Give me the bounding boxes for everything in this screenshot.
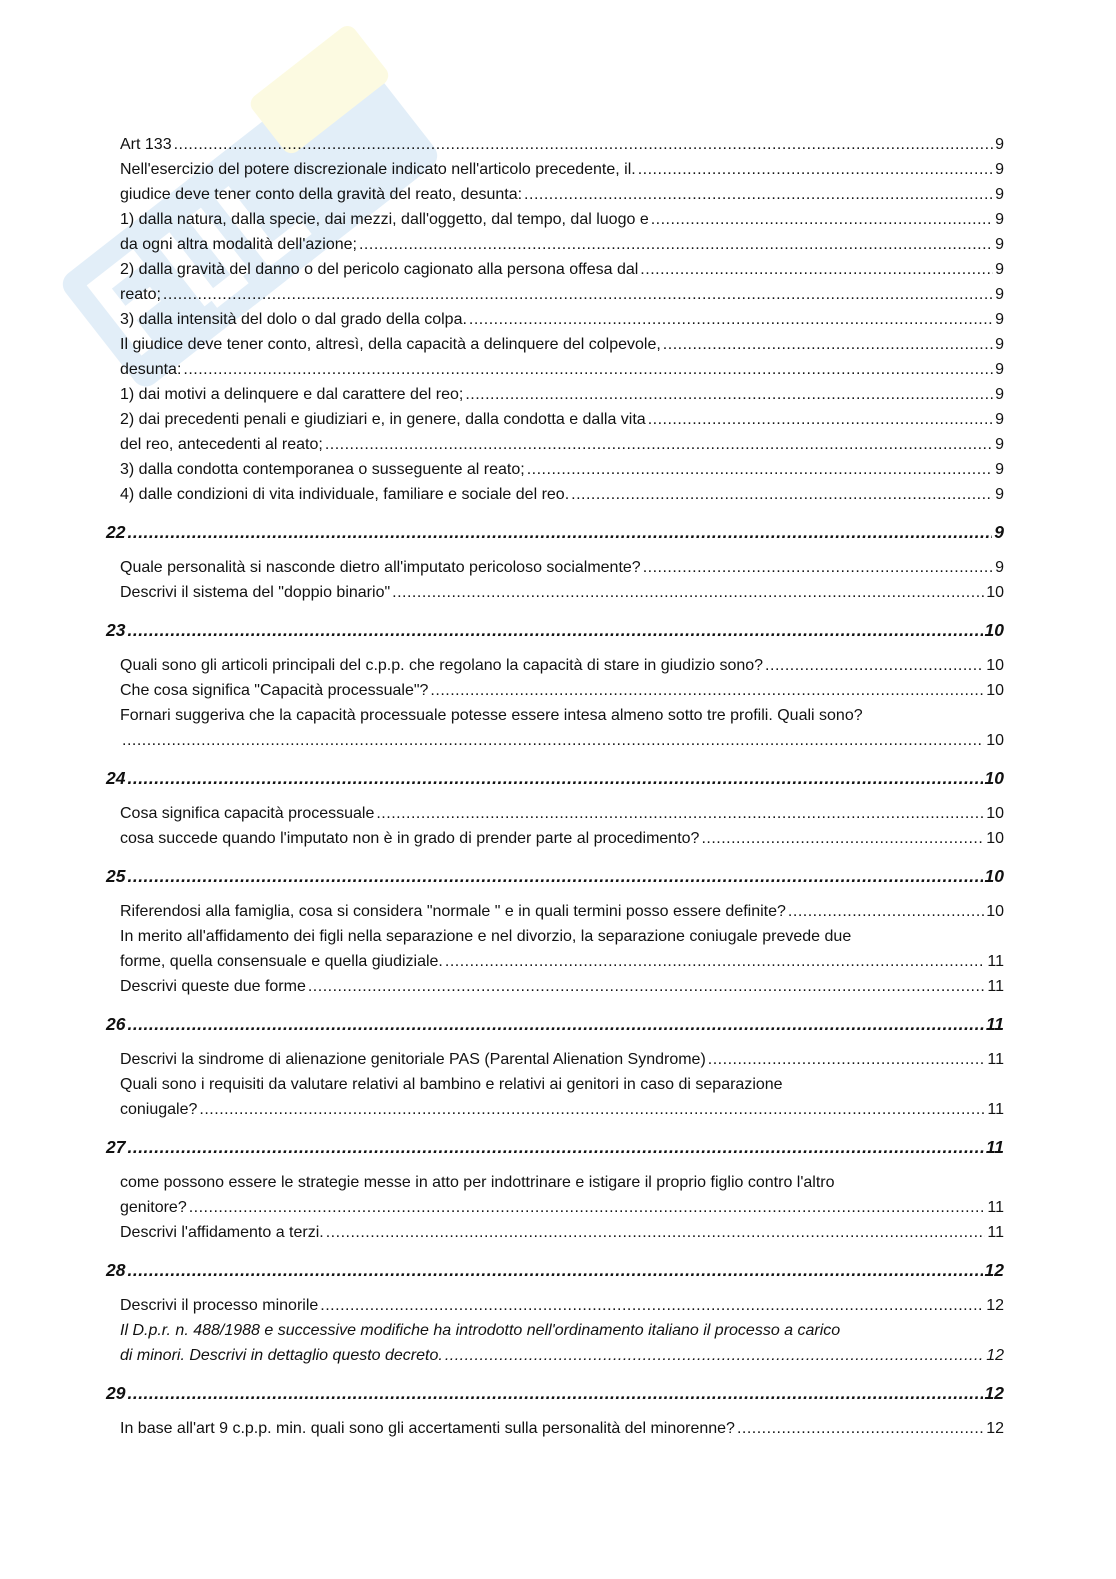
toc-section-heading[interactable] [106, 863, 1004, 889]
toc-entry-label: Descrivi l'affidamento a terzi. [120, 1224, 324, 1241]
toc-page-number: 11 [987, 1199, 1004, 1216]
toc-leader-dots [430, 678, 984, 703]
toc-page-number: 9 [994, 522, 1004, 542]
toc-section-heading[interactable] [106, 1380, 1004, 1406]
toc-page-number: 9 [995, 386, 1004, 403]
toc-entry-label: 25 [106, 866, 126, 886]
toc-entry[interactable] [106, 482, 1004, 507]
toc-entry-label: 1) dalla natura, dalla specie, dai mezzi, dall'oggetto, dal tempo, dal luogo e [120, 211, 649, 228]
toc-entry[interactable] [106, 1195, 1004, 1220]
toc-entry-text: come possono essere le strategie messe in atto per indottrinare e istigare il proprio figlio contro l'altro [120, 1174, 835, 1191]
table-of-contents [106, 132, 1004, 1441]
toc-section-heading[interactable] [106, 765, 1004, 791]
toc-page-number: 10 [986, 657, 1004, 674]
toc-page-number: 12 [986, 1297, 1004, 1314]
toc-entry[interactable] [106, 407, 1004, 432]
toc-page-number: 10 [986, 805, 1004, 822]
toc-leader-dots [524, 182, 993, 207]
toc-page-number: 9 [995, 161, 1004, 178]
toc-entry[interactable] [106, 357, 1004, 382]
toc-leader-dots [183, 357, 993, 382]
toc-entry-label: Descrivi il sistema del "doppio binario" [120, 584, 391, 601]
toc-leader-dots [308, 974, 986, 999]
toc-leader-dots [640, 257, 993, 282]
toc-entry[interactable] [106, 182, 1004, 207]
toc-entry[interactable] [106, 307, 1004, 332]
toc-page-number: 10 [986, 584, 1004, 601]
toc-leader-dots [651, 207, 993, 232]
toc-page-number: 9 [995, 236, 1004, 253]
toc-entry-text: Fornari suggeriva che la capacità processuale potesse essere intesa almeno sotto tre profili. Quali sono? [120, 707, 863, 724]
toc-leader-dots [643, 555, 993, 580]
toc-leader-dots [765, 653, 984, 678]
toc-entry-label: In base all'art 9 c.p.p. min. quali sono gli accertamenti sulla personalità del minorenne? [120, 1420, 735, 1437]
toc-leader-dots [127, 617, 982, 643]
toc-leader-dots [392, 580, 984, 605]
toc-page-number: 10 [986, 903, 1004, 920]
toc-leader-dots [445, 949, 986, 974]
toc-page-number: 12 [984, 1260, 1004, 1280]
toc-leader-dots [127, 1134, 983, 1160]
toc-leader-dots [445, 1343, 984, 1368]
toc-page-number: 12 [986, 1347, 1004, 1364]
toc-entry[interactable] [106, 580, 1004, 605]
toc-page-number: 9 [995, 461, 1004, 478]
toc-entry-label: 24 [106, 768, 126, 788]
toc-leader-dots [326, 1220, 986, 1245]
toc-entry-label: da ogni altra modalità dell'azione; [120, 236, 357, 253]
toc-entry[interactable] [106, 207, 1004, 232]
toc-section-heading[interactable] [106, 1257, 1004, 1283]
toc-entry-label: forme, quella consensuale e quella giudiziale. [120, 953, 443, 970]
toc-entry-label: Che cosa significa "Capacità processuale"? [120, 682, 429, 699]
toc-leader-dots [465, 382, 993, 407]
toc-entry-label: 29 [106, 1383, 126, 1403]
toc-entry[interactable] [106, 974, 1004, 999]
toc-page-number: 10 [984, 866, 1004, 886]
toc-page-number: 11 [985, 1137, 1004, 1157]
toc-entry[interactable] [106, 432, 1004, 457]
toc-leader-dots [469, 307, 993, 332]
toc-entry-label: cosa succede quando l'imputato non è in grado di prender parte al procedimento? [120, 830, 700, 847]
toc-entry-label: 2) dalla gravità del danno o del pericolo cagionato alla persona offesa dal [120, 261, 639, 278]
toc-entry[interactable] [106, 332, 1004, 357]
toc-section-heading[interactable] [106, 1011, 1004, 1037]
toc-leader-dots [122, 728, 984, 753]
toc-entry-text: Quali sono i requisiti da valutare relativi al bambino e relativi ai genitori in caso di separazione [120, 1076, 783, 1093]
toc-entry[interactable] [106, 382, 1004, 407]
toc-entry-text: In merito all'affidamento dei figli nella separazione e nel divorzio, la separazione coniugale prevede due [120, 928, 852, 945]
toc-page-number: 11 [987, 1224, 1004, 1241]
toc-page-number: 9 [995, 261, 1004, 278]
toc-leader-dots [527, 457, 993, 482]
toc-page-number: 9 [995, 411, 1004, 428]
toc-entry-text: Il D.p.r. n. 488/1988 e successive modifiche ha introdotto nell'ordinamento italiano il processo a carico [120, 1322, 841, 1339]
toc-entry-label: Riferendosi alla famiglia, cosa si considera "normale " e in quali termini posso essere definite? [120, 903, 786, 920]
toc-entry[interactable] [106, 801, 1004, 826]
toc-page-number: 10 [986, 830, 1004, 847]
toc-leader-dots [325, 432, 993, 457]
toc-leader-dots [199, 1097, 985, 1122]
toc-entry[interactable] [106, 232, 1004, 257]
toc-page-number: 11 [985, 1014, 1004, 1034]
toc-entry-label: genitore? [120, 1199, 187, 1216]
toc-leader-dots [127, 1011, 983, 1037]
toc-leader-dots [648, 407, 993, 432]
toc-entry-label: Art 133 [120, 136, 172, 153]
toc-entry[interactable] [106, 1220, 1004, 1245]
toc-page-number: 9 [995, 136, 1004, 153]
toc-entry-label: 4) dalle condizioni di vita individuale, familiare e sociale del reo. [120, 486, 570, 503]
toc-entry[interactable] [106, 282, 1004, 307]
toc-entry-label: Descrivi queste due forme [120, 978, 306, 995]
toc-page-number: 10 [984, 768, 1004, 788]
toc-entry-label: 22 [106, 522, 126, 542]
toc-page-number: 9 [995, 361, 1004, 378]
toc-leader-dots [638, 157, 993, 182]
toc-entry[interactable] [106, 257, 1004, 282]
toc-entry-label: Nell'esercizio del potere discrezionale indicato nell'articolo precedente, il. [120, 161, 636, 178]
toc-entry-label: Descrivi la sindrome di alienazione genitoriale PAS (Parental Alienation Syndrome) [120, 1051, 706, 1068]
toc-leader-dots [174, 132, 994, 157]
toc-leader-dots [376, 801, 984, 826]
toc-leader-dots [127, 765, 982, 791]
toc-section-heading[interactable] [106, 519, 1004, 545]
toc-entry[interactable] [106, 826, 1004, 851]
toc-entry[interactable] [106, 555, 1004, 580]
toc-entry-label: del reo, antecedenti al reato; [120, 436, 323, 453]
toc-entry-label: 3) dalla condotta contemporanea o susseguente al reato; [120, 461, 525, 478]
toc-entry[interactable] [106, 457, 1004, 482]
toc-page-number: 9 [995, 186, 1004, 203]
toc-page-number: 11 [987, 978, 1004, 995]
toc-section-heading[interactable] [106, 617, 1004, 643]
toc-entry-label: 3) dalla intensità del dolo o dal grado della colpa. [120, 311, 467, 328]
toc-leader-dots [663, 332, 993, 357]
toc-entry-label: 23 [106, 620, 126, 640]
toc-entry[interactable] [106, 1293, 1004, 1318]
toc-page-number: 11 [987, 1101, 1004, 1118]
toc-page-number: 9 [995, 311, 1004, 328]
toc-entry-label: Cosa significa capacità processuale [120, 805, 375, 822]
toc-entry[interactable] [106, 949, 1004, 974]
toc-page-number: 12 [986, 1420, 1004, 1437]
toc-leader-dots [359, 232, 993, 257]
toc-entry[interactable] [106, 1343, 1004, 1368]
toc-page-number: 9 [995, 336, 1004, 353]
toc-entry[interactable] [106, 899, 1004, 924]
toc-entry-label: Il giudice deve tener conto, altresì, della capacità a delinquere del colpevole, [120, 336, 661, 353]
toc-leader-dots [127, 863, 982, 889]
toc-entry[interactable] [106, 653, 1004, 678]
toc-page-number: 10 [984, 620, 1004, 640]
toc-page-number: 11 [987, 1051, 1004, 1068]
toc-page-number: 10 [986, 682, 1004, 699]
toc-entry[interactable] [106, 1047, 1004, 1072]
toc-leader-dots [571, 482, 993, 507]
toc-entry-label: reato; [120, 286, 161, 303]
toc-leader-dots [127, 519, 992, 545]
toc-entry[interactable] [106, 1097, 1004, 1122]
toc-page-number: 9 [995, 211, 1004, 228]
toc-entry-label: Quali sono gli articoli principali del c.p.p. che regolano la capacità di stare in giudizio sono? [120, 657, 764, 674]
toc-leader-dots [737, 1416, 984, 1441]
toc-page-number: 10 [986, 732, 1004, 749]
toc-entry[interactable] [106, 132, 1004, 157]
toc-page-number: 9 [995, 559, 1004, 576]
toc-section-heading[interactable] [106, 1134, 1004, 1160]
toc-leader-dots [163, 282, 993, 307]
toc-entry-label: Quale personalità si nasconde dietro all'imputato pericoloso socialmente? [120, 559, 641, 576]
toc-entry-label: coniugale? [120, 1101, 198, 1118]
toc-entry-label: 2) dai precedenti penali e giudiziari e, in genere, dalla condotta e dalla vita [120, 411, 646, 428]
toc-entry-label: 28 [106, 1260, 126, 1280]
toc-entry[interactable] [106, 728, 1004, 753]
toc-page-number: 9 [995, 286, 1004, 303]
toc-leader-dots [189, 1195, 986, 1220]
toc-page-number: 12 [984, 1383, 1004, 1403]
toc-entry-label: di minori. Descrivi in dettaglio questo decreto. [120, 1347, 443, 1364]
toc-entry[interactable] [106, 678, 1004, 703]
toc-page-number: 11 [987, 953, 1004, 970]
toc-entry-label: giudice deve tener conto della gravità del reato, desunta: [120, 186, 523, 203]
toc-page-number: 9 [995, 436, 1004, 453]
toc-leader-dots [127, 1257, 982, 1283]
toc-entry-label: 1) dai motivi a delinquere e dal carattere del reo; [120, 386, 464, 403]
toc-entry-label: Descrivi il processo minorile [120, 1297, 319, 1314]
toc-leader-dots [320, 1293, 984, 1318]
toc-entry[interactable] [106, 1416, 1004, 1441]
toc-leader-dots [708, 1047, 986, 1072]
toc-entry[interactable] [106, 157, 1004, 182]
toc-entry-label: desunta: [120, 361, 182, 378]
toc-leader-dots [788, 899, 984, 924]
toc-entry-label: 27 [106, 1137, 126, 1157]
toc-entry-label: 26 [106, 1014, 126, 1034]
toc-leader-dots [127, 1380, 982, 1406]
toc-page-number: 9 [995, 486, 1004, 503]
toc-leader-dots [701, 826, 984, 851]
